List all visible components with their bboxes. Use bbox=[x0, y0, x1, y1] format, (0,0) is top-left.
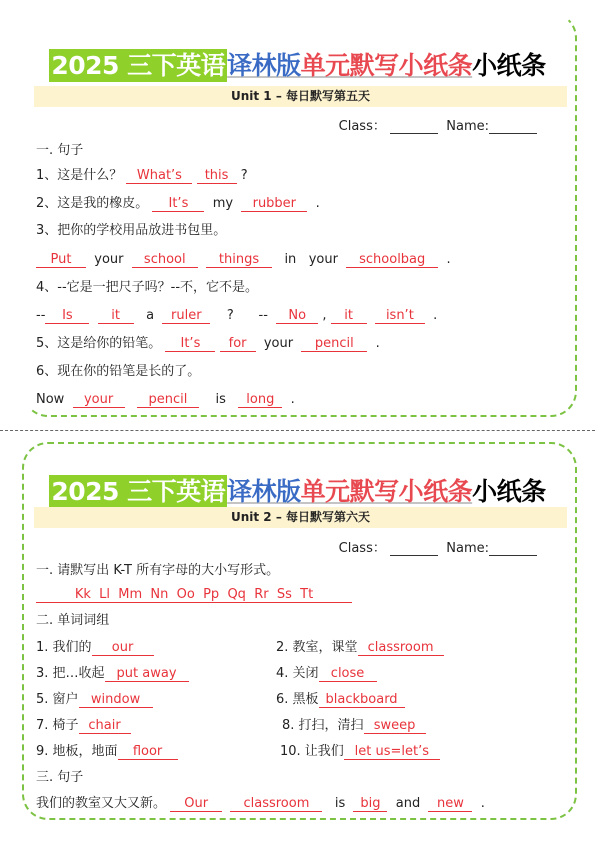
word: your bbox=[308, 252, 338, 267]
letters-answer bbox=[36, 586, 352, 604]
answer: window bbox=[79, 692, 153, 708]
word: your bbox=[263, 336, 294, 351]
word-prompt: 5. 窗户 bbox=[36, 692, 79, 707]
section-heading: 二. 单词词组 bbox=[36, 613, 110, 628]
title-edition: 译林版 bbox=[227, 51, 301, 80]
answer: classroom bbox=[358, 640, 444, 656]
title-year-grade: 2025 三下英语 bbox=[51, 51, 226, 80]
title-subject: 单元默写小纸条 bbox=[300, 477, 473, 506]
answer: Kk Ll Mm Nn Oo Pp Qq Rr Ss Tt bbox=[36, 587, 352, 603]
title-year-grade: 2025 三下英语 bbox=[51, 477, 226, 506]
answer: classroom bbox=[230, 796, 322, 812]
question-4: 4、--它是一把尺子吗？--不，它不是。 bbox=[36, 280, 259, 295]
word-prompt: 9. 地板，地面 bbox=[36, 744, 118, 759]
answer: chair bbox=[79, 718, 131, 734]
word-item bbox=[276, 665, 377, 683]
word-item bbox=[280, 743, 440, 761]
answer: No bbox=[276, 308, 318, 324]
word-prompt: 3. 把…收起 bbox=[36, 666, 105, 681]
answer: ruler bbox=[162, 308, 210, 324]
question-3: 3、把你的学校用品放进书包里。 bbox=[36, 223, 227, 238]
word: a bbox=[146, 308, 155, 323]
answer: it bbox=[331, 308, 367, 324]
dash: -- bbox=[258, 308, 268, 323]
word-item bbox=[36, 717, 131, 735]
answer: It’s bbox=[152, 196, 204, 212]
word-item bbox=[36, 665, 189, 683]
answer: Is bbox=[45, 308, 89, 324]
answer: What’s bbox=[126, 168, 192, 184]
word-item bbox=[276, 691, 405, 709]
answer: things bbox=[206, 252, 272, 268]
question-3-answer bbox=[36, 251, 451, 269]
answer: our bbox=[92, 640, 154, 656]
answer: new bbox=[428, 796, 472, 812]
word: Now bbox=[36, 392, 65, 407]
punct: . bbox=[433, 308, 438, 323]
card2-class-name-line bbox=[339, 537, 537, 556]
word: is bbox=[334, 796, 346, 811]
answer: this bbox=[197, 168, 237, 184]
answer: your bbox=[73, 392, 125, 408]
class-label: Class： bbox=[338, 119, 386, 134]
word-prompt: 2. 教室，课堂 bbox=[276, 640, 358, 655]
dash: -- bbox=[36, 308, 46, 323]
word-prompt: 10. 让我们 bbox=[280, 744, 344, 759]
title-suffix: 小纸条 bbox=[472, 477, 546, 506]
class-label: Class： bbox=[338, 541, 386, 556]
punct: . bbox=[480, 796, 485, 811]
title-subject: 单元默写小纸条 bbox=[300, 51, 473, 80]
answer: put away bbox=[105, 666, 189, 682]
question-4-answer bbox=[36, 307, 437, 325]
card1-title bbox=[0, 46, 595, 82]
word-prompt: 6. 黑板 bbox=[276, 692, 319, 707]
punct: . bbox=[375, 336, 380, 351]
answer: floor bbox=[118, 744, 178, 760]
answer: Put bbox=[36, 252, 86, 268]
answer: rubber bbox=[241, 196, 307, 212]
word-prompt: 7. 椅子 bbox=[36, 718, 79, 733]
answer: school bbox=[132, 252, 198, 268]
answer: It’s bbox=[165, 336, 215, 352]
question-1 bbox=[36, 167, 248, 185]
section-heading: 一. 句子 bbox=[36, 143, 84, 158]
answer: blackboard bbox=[319, 692, 405, 708]
word: my bbox=[212, 196, 234, 211]
answer: let us=let’s bbox=[344, 744, 440, 760]
word: your bbox=[94, 252, 124, 267]
word: in bbox=[284, 252, 297, 267]
answer: big bbox=[353, 796, 387, 812]
card2-title bbox=[0, 472, 595, 508]
question-prompt: 2、这是我的橡皮。 bbox=[36, 196, 149, 211]
sentence-item bbox=[36, 795, 485, 813]
cut-line bbox=[0, 430, 595, 431]
name-label: Name: bbox=[446, 541, 489, 556]
class-blank[interactable] bbox=[390, 119, 438, 134]
name-blank[interactable] bbox=[489, 541, 537, 556]
question-5 bbox=[36, 335, 380, 353]
title-suffix: 小纸条 bbox=[472, 51, 546, 80]
word-prompt: 1. 我们的 bbox=[36, 640, 92, 655]
sentence-prompt: 我们的教室又大又新。 bbox=[36, 796, 167, 811]
card1-class-name-line bbox=[339, 115, 537, 134]
punct: , bbox=[322, 308, 327, 323]
question-6: 6、现在你的铅笔是长的了。 bbox=[36, 364, 201, 379]
word-item bbox=[36, 743, 178, 761]
word: is bbox=[215, 392, 226, 407]
answer: for bbox=[220, 336, 256, 352]
answer: pencil bbox=[301, 336, 367, 352]
card1-unit-banner: Unit 1 – 每日默写第五天 bbox=[34, 86, 567, 107]
question-6-answer bbox=[36, 391, 295, 409]
section-heading: 三. 句子 bbox=[36, 770, 84, 785]
title-edition: 译林版 bbox=[227, 477, 301, 506]
answer: isn’t bbox=[375, 308, 425, 324]
question-prompt: 5、这是给你的铅笔。 bbox=[36, 336, 162, 351]
word-item bbox=[276, 639, 444, 657]
question-prompt: 1、这是什么？ bbox=[36, 168, 123, 183]
word: and bbox=[395, 796, 421, 811]
name-blank[interactable] bbox=[489, 119, 537, 134]
answer: long bbox=[238, 392, 282, 408]
answer: sweep bbox=[364, 718, 426, 734]
word-item bbox=[36, 639, 154, 657]
punct: . bbox=[446, 252, 451, 267]
punct: ? bbox=[240, 168, 248, 183]
answer: pencil bbox=[137, 392, 199, 408]
punct: . bbox=[315, 196, 320, 211]
answer: Our bbox=[170, 796, 222, 812]
word-prompt: 8. 打扫，清扫 bbox=[282, 718, 364, 733]
word-item bbox=[36, 691, 153, 709]
section-heading: 一. 请默写出 K-T 所有字母的大小写形式。 bbox=[36, 563, 280, 578]
card2-unit-banner: Unit 2 – 每日默写第六天 bbox=[34, 507, 567, 528]
class-blank[interactable] bbox=[390, 541, 438, 556]
name-label: Name: bbox=[446, 119, 489, 134]
word-item bbox=[282, 717, 426, 735]
answer: it bbox=[98, 308, 134, 324]
answer: close bbox=[319, 666, 377, 682]
punct: . bbox=[290, 392, 295, 407]
word-prompt: 4. 关闭 bbox=[276, 666, 319, 681]
answer: schoolbag bbox=[346, 252, 438, 268]
punct: ? bbox=[226, 308, 234, 323]
question-2 bbox=[36, 195, 320, 213]
